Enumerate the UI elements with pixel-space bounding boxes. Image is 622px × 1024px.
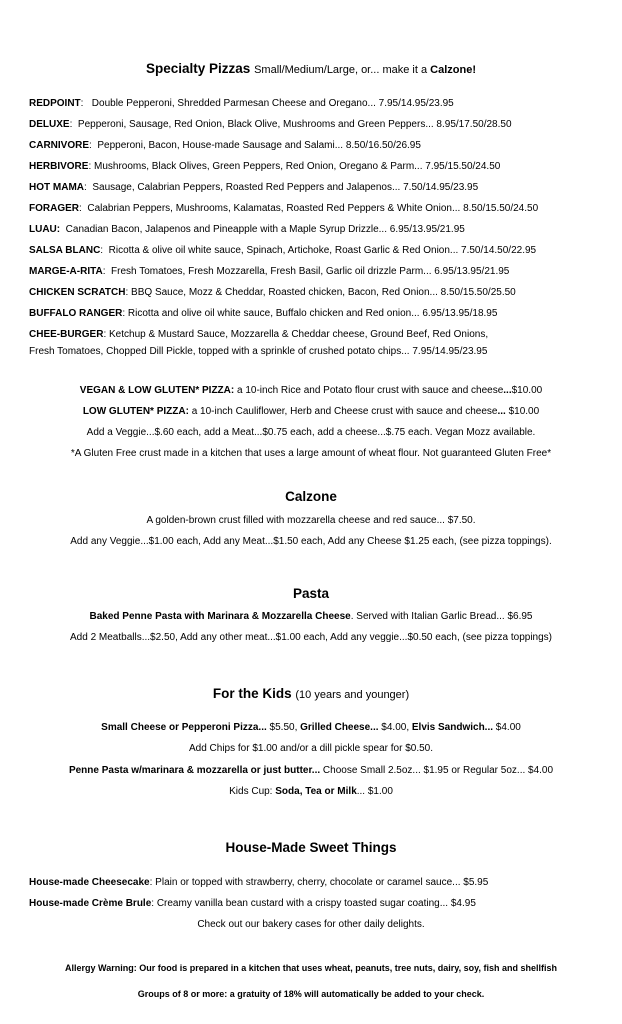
specialty-pizzas-title: Specialty Pizzas: [146, 61, 251, 76]
calzone-title: Calzone: [285, 489, 337, 504]
pizza-item: CHEE-BURGER: Ketchup & Mustard Sauce, Mozzarella & Cheddar cheese, Ground Beef, Red Onions,: [29, 329, 489, 340]
pizza-item: MARGE-A-RITA: Fresh Tomatoes, Fresh Mozzarella, Fresh Basil, Garlic oil drizzle Parm... 6.95/13.95/21.95: [29, 266, 510, 277]
pizza-name: CHEE-BURGER: [29, 329, 104, 340]
pizza-desc: Sausage, Calabrian Peppers, Roasted Red Peppers and Jalapenos... 7.50/14.95/23.95: [92, 182, 479, 193]
calzone-line2: Add any Veggie...$1.00 each, Add any Meat...$1.50 each, Add any Cheese $1.25 each, (see pizza toppings).: [70, 536, 552, 547]
pizza-name: BUFFALO RANGER: [29, 308, 123, 319]
sweets-title: House-Made Sweet Things: [225, 840, 397, 855]
pizza-desc: Canadian Bacon, Jalapenos and Pineapple with a Maple Syrup Drizzle... 6.95/13.95/21.95: [65, 224, 465, 235]
kids-line1: Small Cheese or Pepperoni Pizza... $5.50, Grilled Cheese... $4.00, Elvis Sandwich... $4.00: [101, 722, 521, 733]
pizza-item: HOT MAMA: Sausage, Calabrian Peppers, Roasted Red Peppers and Jalapenos... 7.50/14.95/23.95: [29, 182, 479, 193]
kids-line3: Penne Pasta w/marinara & mozzarella or just butter... Choose Small 2.5oz... $1.95 or Regular 5oz... $4.00: [68, 765, 554, 776]
kids-heading: [0, 686, 622, 701]
pizza-item: DELUXE: Pepperoni, Sausage, Red Onion, Black Olive, Mushrooms and Green Peppers... 8.95/17.50/28.50: [29, 119, 512, 130]
kids-line4: Kids Cup: Soda, Tea or Milk... $1.00: [229, 786, 393, 797]
pizza-item: BUFFALO RANGER: Ricotta and olive oil white sauce, Buffalo chicken and Red onion... 6.95/13.95/18.95: [29, 308, 498, 319]
pizza-item: CARNIVORE: Pepperoni, Bacon, House-made Sausage and Salami... 8.50/16.50/26.95: [29, 140, 421, 151]
pizza-desc: Ketchup & Mustard Sauce, Mozzarella & Cheddar cheese, Ground Beef, Red Onions,: [109, 329, 489, 340]
pasta-line1: Baked Penne Pasta with Marinara & Mozzarella Cheese. Served with Italian Garlic Bread... $6.95: [89, 611, 533, 622]
pizza-item: HERBIVORE: Mushrooms, Black Olives, Green Peppers, Red Onion, Oregano & Parm... 7.95/15.50/24.50: [29, 161, 501, 172]
pizza-desc: BBQ Sauce, Mozz & Cheddar, Roasted chicken, Bacon, Red Onion... 8.50/15.50/25.50: [131, 287, 516, 298]
vegan-pizza-line: VEGAN & LOW GLUTEN* PIZZA: a 10-inch Rice and Potato flour crust with sauce and cheese...$10.00: [79, 385, 543, 396]
specialty-pizzas-heading: [0, 61, 622, 76]
sweets-line2: House-made Crème Brule: Creamy vanilla bean custard with a crispy toasted sugar coating... $4.95: [29, 898, 476, 909]
pizza-desc: Ricotta & olive oil white sauce, Spinach, Artichoke, Roast Garlic & Red Onion... 7.50/14.50/22.95: [108, 245, 537, 256]
pizza-name: SALSA BLANC: [29, 245, 101, 256]
pizza-desc: Calabrian Peppers, Mushrooms, Kalamatas, Roasted Red Peppers & White Onion... 8.50/15.50/24.50: [87, 203, 539, 214]
kids-subtitle: (10 years and younger): [295, 689, 410, 701]
pizza-item: [29, 223, 609, 236]
calzone-line1: A golden-brown crust filled with mozzarella cheese and red sauce... $7.50.: [146, 515, 476, 526]
pizza-name: CARNIVORE: [29, 140, 90, 151]
pizza-desc: Double Pepperoni, Shredded Parmesan Cheese and Oregano... 7.95/14.95/23.95: [91, 98, 454, 109]
pizza-name: MARGE-A-RITA: [29, 266, 103, 277]
cheeburger-line2: Fresh Tomatoes, Chopped Dill Pickle, topped with a sprinkle of crushed potato chips... 7.95/14.95/23.95: [29, 346, 488, 357]
pizza-name: HERBIVORE: [29, 161, 89, 172]
pizza-item: FORAGER: Calabrian Peppers, Mushrooms, Kalamatas, Roasted Red Peppers & White Onion... 8.50/15.50/24.50: [29, 203, 539, 214]
pizza-item: CHICKEN SCRATCH: BBQ Sauce, Mozz & Cheddar, Roasted chicken, Bacon, Red Onion... 8.50/15.50/25.50: [29, 287, 516, 298]
pizza-desc: Pepperoni, Bacon, House-made Sausage and Salami... 8.50/16.50/26.95: [97, 140, 421, 151]
pizza-name: CHICKEN SCRATCH: [29, 287, 126, 298]
sweets-line3: Check out our bakery cases for other daily delights.: [197, 919, 425, 930]
pasta-line2: Add 2 Meatballs...$2.50, Add any other meat...$1.00 each, Add any veggie...$0.50 each, (see pizza toppings): [70, 632, 552, 643]
pizza-name: LUAU:: [29, 224, 61, 235]
pizza-name: DELUXE: [29, 119, 70, 130]
allergy-warning: Allergy Warning: Our food is prepared in a kitchen that uses wheat, peanuts, tree nuts, dairy, soy, fish and shellfish: [65, 963, 557, 973]
gluten-disclaimer: *A Gluten Free crust made in a kitchen that uses a large amount of wheat flour. Not guaranteed Gluten Free*: [70, 448, 552, 459]
pizza-desc: Mushrooms, Black Olives, Green Peppers, Red Onion, Oregano & Parm... 7.95/15.50/24.50: [94, 161, 501, 172]
pizza-item: SALSA BLANC: Ricotta & olive oil white sauce, Spinach, Artichoke, Roast Garlic & Red Onion... 7.50/14.50/22.95: [29, 245, 537, 256]
pizza-name: REDPOINT: [29, 98, 81, 109]
pizza-desc: Pepperoni, Sausage, Red Onion, Black Olive, Mushrooms and Green Peppers... 8.95/17.50/28.50: [77, 119, 512, 130]
specialty-pizzas-subtitle: Small/Medium/Large, or... make it a Calzone!: [254, 64, 476, 76]
pizza-item: REDPOINT: Double Pepperoni, Shredded Parmesan Cheese and Oregano... 7.95/14.95/23.95: [29, 98, 454, 109]
low-gluten-pizza-line: LOW GLUTEN* PIZZA: a 10-inch Cauliflower, Herb and Cheese crust with sauce and cheese... $10.00: [82, 406, 540, 417]
gratuity-notice: Groups of 8 or more: a gratuity of 18% will automatically be added to your check.: [137, 989, 485, 999]
pizza-name: HOT MAMA: [29, 182, 84, 193]
sweets-line1: House-made Cheesecake: Plain or topped with strawberry, cherry, chocolate or caramel sauce... $5.95: [29, 877, 489, 888]
pizza-desc: Ricotta and olive oil white sauce, Buffalo chicken and Red onion... 6.95/13.95/18.95: [127, 308, 498, 319]
pizza-name: FORAGER: [29, 203, 79, 214]
gluten-addons: Add a Veggie...$.60 each, add a Meat...$0.75 each, add a cheese...$.75 each. Vegan Mozz available.: [86, 427, 536, 438]
pasta-title: Pasta: [292, 586, 330, 601]
pizza-desc: Fresh Tomatoes, Fresh Mozzarella, Fresh Basil, Garlic oil drizzle Parm... 6.95/13.95/21.95: [111, 266, 510, 277]
kids-line2: Add Chips for $1.00 and/or a dill pickle spear for $0.50.: [188, 743, 434, 754]
kids-title: For the Kids: [212, 686, 292, 701]
